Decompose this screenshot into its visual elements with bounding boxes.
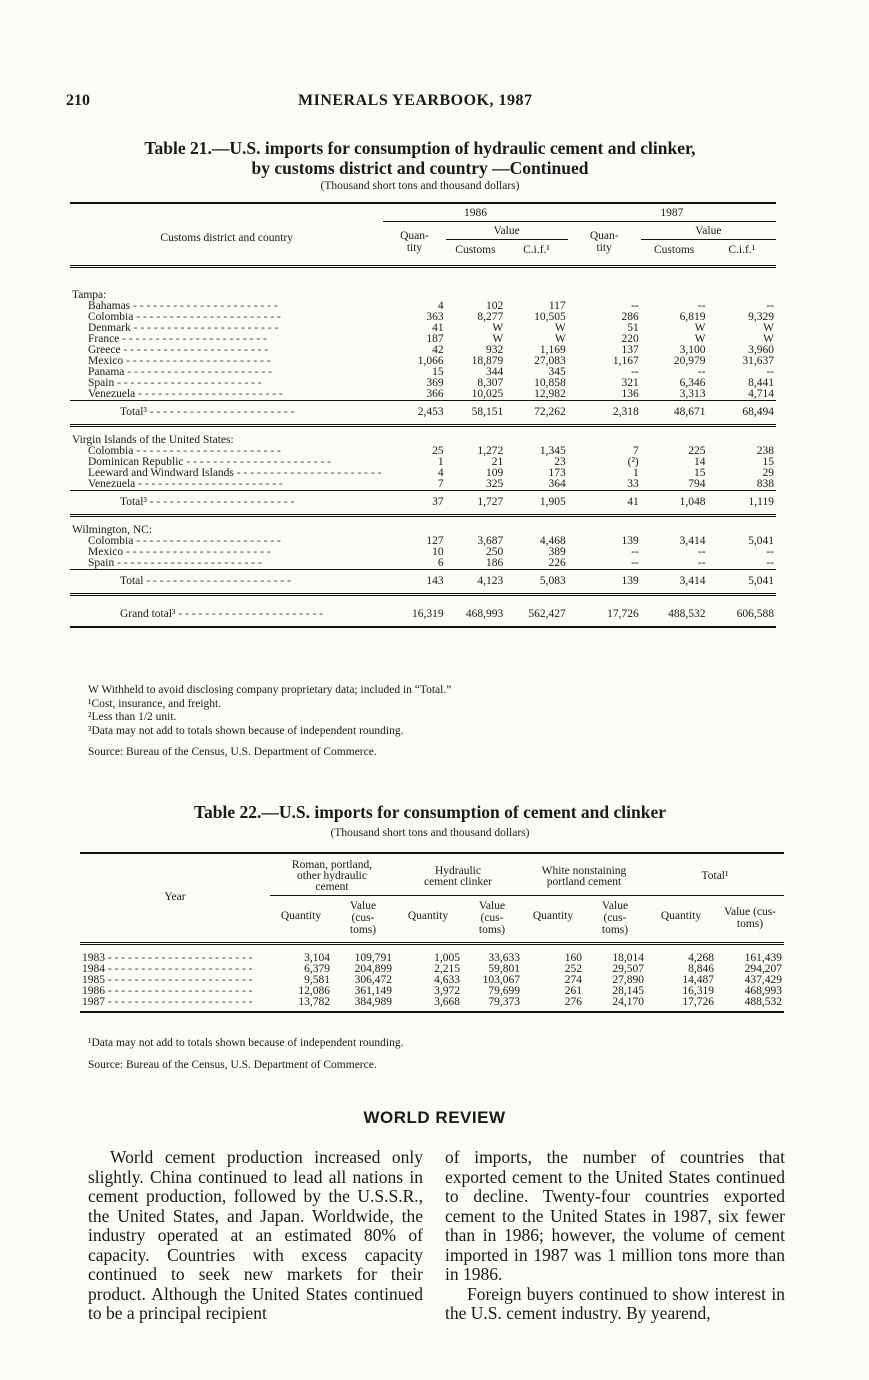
value-cell: 4,268 (688, 952, 714, 964)
value-cell: 29 (762, 467, 774, 479)
table-row (70, 457, 776, 468)
country-cell (70, 356, 383, 367)
value-cell: W (492, 333, 504, 345)
country-name: Denmark (88, 323, 131, 334)
value-customs-header: Value (cus- toms) (462, 896, 522, 944)
value-cell: 238 (756, 445, 774, 457)
value-cell: 8,307 (477, 377, 504, 389)
value-cell: 1,272 (477, 445, 504, 457)
section-heading: WORLD REVIEW (363, 1108, 506, 1127)
value-cell: 24,170 (584, 997, 646, 1012)
value-cell: 4 (437, 300, 444, 312)
value-cell: 137 (621, 344, 639, 356)
value-cell: 14 (694, 456, 706, 468)
value-cell: 79,373 (462, 997, 522, 1012)
quantity-header: Quantity (522, 896, 584, 944)
value-1987-header: Value (641, 222, 776, 240)
value-cell: W (763, 333, 774, 345)
value-cell: 102 (486, 300, 504, 312)
quantity-1987-header: Quan- tity (568, 222, 641, 267)
value-cell: 468,993 (744, 985, 782, 997)
value-cell: 187 (426, 333, 444, 345)
value-cell: 9,581 (304, 974, 330, 986)
value-cell: 3,687 (477, 535, 504, 547)
country-name: France (88, 334, 120, 345)
note-rounding: ³Data may not add to totals shown because of independent rounding. (88, 724, 404, 737)
table21-notes (88, 684, 688, 760)
total-value-cell: 5,083 (505, 570, 567, 595)
grand-total-value-cell: 468,993 (446, 604, 506, 627)
value-cell: 1 (633, 467, 639, 479)
grand-total-label: Grand total³ (120, 609, 176, 620)
table22-notes (88, 1037, 688, 1072)
total-value-cell: 41 (568, 491, 641, 516)
note-rounding-22: ¹Data may not add to totals shown because of independent rounding. (88, 1037, 404, 1049)
value-cell: 8,846 (688, 963, 714, 975)
value-cell: W (694, 333, 706, 345)
value-cell: 27,890 (612, 974, 644, 986)
total-value-cell: 1,048 (641, 491, 708, 516)
total-value-cell: 72,262 (505, 401, 567, 426)
value-cell: 389 (548, 546, 566, 558)
value-cell: 6,819 (679, 311, 706, 323)
value-cell: 1,345 (539, 445, 566, 457)
value-cell: 4,633 (434, 974, 460, 986)
total-label-cell (70, 401, 383, 426)
district-label: Wilmington, NC: (72, 524, 153, 536)
table-row (70, 301, 776, 312)
value-cell: 274 (564, 974, 582, 986)
column-right (445, 1148, 785, 1324)
value-cell: 33 (627, 478, 639, 490)
running-title: MINERALS YEARBOOK, 1987 (298, 92, 533, 109)
value-cell: 10 (432, 546, 444, 558)
country-cell (70, 389, 383, 401)
value-cell: 2,215 (434, 963, 460, 975)
table22-title: Table 22.—U.S. imports for consumption of cement and clinker (193, 802, 667, 822)
grand-total-value-cell: 17,726 (568, 604, 641, 627)
country-cell (70, 367, 383, 378)
country-name: Panama (88, 367, 125, 378)
value-cell: 79,699 (488, 985, 520, 997)
country-cell (70, 334, 383, 345)
value-cell: 136 (621, 388, 639, 400)
value-cell: 9,329 (748, 311, 774, 323)
value-cell: 366 (426, 388, 444, 400)
value-cell: 20,979 (673, 355, 706, 367)
year-1987-header: 1987 (568, 203, 776, 222)
value-cell: (²) (627, 456, 639, 468)
cif-1987-header: C.i.f.¹ (708, 240, 776, 267)
country-cell (70, 468, 383, 479)
table-row (80, 975, 784, 986)
value-cell: -- (697, 300, 706, 312)
table-row (70, 547, 776, 558)
value-cell: 932 (486, 344, 504, 356)
value-cell: 204,899 (354, 963, 392, 975)
value-cell: 345 (548, 366, 566, 378)
customs-1986-header: Customs (446, 240, 506, 267)
value-cell: 51 (627, 322, 639, 334)
value-cell: 18,879 (471, 355, 504, 367)
value-cell: 364 (548, 478, 566, 490)
value-cell: -- (631, 557, 639, 569)
table-row (70, 446, 776, 457)
table21-title (60, 138, 780, 178)
value-cell: 384,989 (332, 997, 394, 1012)
table22-source: Source: Bureau of the Census, U.S. Department of Commerce. (88, 1058, 377, 1071)
table21-title-line1: Table 21.—U.S. imports for consumption of hydraulic cement and clinker, (144, 138, 696, 158)
value-cell: 17,726 (646, 997, 716, 1012)
country-cell (70, 479, 383, 491)
total-value-cell: 2,318 (568, 401, 641, 426)
total-value-cell: 1,905 (505, 491, 567, 516)
table-row (80, 953, 784, 964)
table21-source: Source: Bureau of the Census, U.S. Department of Commerce. (88, 746, 377, 758)
value-cell: 25 (432, 445, 444, 457)
value-cell: 18,014 (612, 952, 644, 964)
value-customs-header: Value (cus- toms) (716, 896, 784, 944)
country-name: Venezuela (88, 389, 136, 400)
total-value-cell: 5,041 (708, 570, 776, 595)
value-cell: 250 (486, 546, 504, 558)
value-cell: 127 (426, 535, 444, 547)
country-cell (70, 457, 383, 468)
value-cell: 4 (437, 467, 444, 479)
total-label: Total (120, 576, 144, 587)
grand-total-value-cell: 606,588 (708, 604, 776, 627)
value-cell: 29,507 (612, 963, 644, 975)
value-cell: 3,960 (748, 344, 774, 356)
value-cell: -- (631, 366, 639, 378)
value-cell: 27,083 (534, 355, 566, 367)
value-cell: 16,319 (682, 985, 714, 997)
value-cell: 3,414 (679, 535, 706, 547)
value-cell: 28,145 (612, 985, 644, 997)
customs-1987-header: Customs (641, 240, 708, 267)
value-cell: 286 (621, 311, 639, 323)
district-label: Tampa: (72, 289, 107, 301)
table-row (70, 389, 776, 401)
value-cell: 1,005 (434, 952, 460, 964)
table-row (80, 997, 784, 1012)
value-cell: W (694, 322, 706, 334)
value-cell: 1,169 (539, 344, 566, 356)
value-cell: W (492, 322, 504, 334)
year-cell (80, 986, 270, 997)
value-cell: 226 (548, 557, 566, 569)
value-cell: 31,637 (742, 355, 774, 367)
value-cell: 173 (548, 467, 566, 479)
table-row (70, 378, 776, 389)
country-name: Mexico (88, 547, 124, 558)
district-row (70, 435, 776, 446)
country-name: Colombia (88, 312, 134, 323)
value-cell: 14,487 (682, 974, 714, 986)
quantity-header: Quantity (394, 896, 462, 944)
value-cell: 306,472 (354, 974, 392, 986)
value-cell: 33,633 (488, 952, 520, 964)
col-header-country: Customs district and country (70, 203, 383, 267)
country-name: Bahamas (88, 301, 131, 312)
grand-total-label-cell (70, 604, 383, 627)
value-customs-header: Value (cus- toms) (584, 896, 646, 944)
total-label: Total³ (120, 407, 147, 418)
table-row (70, 312, 776, 323)
paragraph: World cement production increased only slightly. China continued to lead all nations in cement production, followed by the U.S.S.R., the United States, and Japan. Worldwide, the industry operated at an estimated 80% of capacity. Countries with excess capacity continued to seek new markets for their product. Although the United States continued to be a principal recipient (88, 1147, 423, 1323)
value-cell: 41 (432, 322, 444, 334)
value-cell: -- (631, 546, 639, 558)
value-cell: 344 (486, 366, 504, 378)
district-label: Virgin Islands of the United States: (72, 434, 234, 446)
paragraph: Foreign buyers continued to show interest in the U.S. cement industry. By yearend, (445, 1283, 785, 1323)
total-value-cell: 68,494 (708, 401, 776, 426)
table21-subtitle: (Thousand short tons and thousand dollars) (320, 180, 520, 192)
country-name: Colombia (88, 536, 134, 547)
total-row (70, 570, 776, 595)
total-label-cell (70, 570, 383, 595)
value-cell: -- (697, 546, 706, 558)
value-cell: -- (697, 557, 706, 569)
value-cell: 139 (621, 535, 639, 547)
value-cell: 3,972 (434, 985, 460, 997)
country-name: Mexico (88, 356, 124, 367)
country-cell (70, 323, 383, 334)
table22-body (80, 944, 784, 1013)
country-cell (70, 536, 383, 547)
value-cell: 23 (554, 456, 566, 468)
year-label: 1987 (82, 997, 105, 1008)
white-nonstaining-header: White nonstaining portland cement (522, 853, 646, 896)
value-cell: 59,801 (488, 963, 520, 975)
grand-total-row (70, 604, 776, 627)
year-cell (80, 953, 270, 964)
grand-total-value-cell: 562,427 (505, 604, 567, 627)
country-name: Dominican Republic (88, 457, 184, 468)
year-header: Year (80, 853, 270, 944)
country-cell (70, 378, 383, 389)
value-cell: 117 (548, 300, 566, 312)
country-name: Spain (88, 378, 115, 389)
table21-body (70, 267, 776, 628)
table-row (70, 323, 776, 334)
country-cell (70, 345, 383, 356)
total-label: Total³ (120, 497, 147, 508)
year-cell (80, 997, 270, 1012)
column-left (88, 1148, 423, 1324)
table-row (80, 986, 784, 997)
roman-portland-header: Roman, portland, other hydraulic cement (270, 853, 394, 896)
total-label-cell (70, 491, 383, 516)
value-cell: 42 (432, 344, 444, 356)
cif-1986-header: C.i.f.¹ (505, 240, 567, 267)
value-cell: 10,025 (471, 388, 504, 400)
value-cell: 794 (688, 478, 706, 490)
country-cell (70, 547, 383, 558)
value-cell: 15 (432, 366, 444, 378)
value-cell: 7 (633, 445, 639, 457)
grand-total-value-cell: 16,319 (383, 604, 445, 627)
value-cell: 3,104 (304, 952, 330, 964)
value-cell: 10,505 (534, 311, 566, 323)
value-cell: -- (766, 557, 774, 569)
value-cell: 3,100 (679, 344, 706, 356)
table-row (70, 536, 776, 547)
total-value-cell: 3,414 (641, 570, 708, 595)
value-cell: -- (697, 366, 706, 378)
value-cell: -- (631, 300, 639, 312)
country-cell (70, 312, 383, 323)
country-cell (70, 446, 383, 457)
value-cell: 325 (486, 478, 504, 490)
value-cell: 12,982 (534, 388, 566, 400)
value-cell: 261 (564, 985, 582, 997)
value-customs-header: Value (cus- toms) (332, 896, 394, 944)
value-cell: 109,791 (354, 952, 392, 964)
value-cell: 5,041 (748, 535, 774, 547)
district-row (70, 525, 776, 536)
value-cell: 15 (762, 456, 774, 468)
value-cell: -- (766, 546, 774, 558)
year-label: 1984 (82, 964, 105, 975)
total-value-cell: 48,671 (641, 401, 708, 426)
year-1986-header: 1986 (383, 203, 567, 222)
table-row (70, 367, 776, 378)
country-name: Spain (88, 558, 115, 569)
hydraulic-clinker-header: Hydraulic cement clinker (394, 853, 522, 896)
value-cell: 321 (621, 377, 639, 389)
table-row (70, 356, 776, 367)
year-label: 1983 (82, 953, 105, 964)
table22 (80, 852, 784, 1013)
value-cell: W (554, 333, 566, 345)
page-number: 210 (66, 92, 90, 109)
quantity-1986-header: Quan- tity (383, 222, 445, 267)
total-header: Total¹ (646, 853, 784, 896)
value-cell: 225 (688, 445, 706, 457)
value-cell: 6 (437, 557, 444, 569)
value-cell: -- (766, 366, 774, 378)
value-cell: 488,532 (716, 997, 784, 1012)
country-name: Venezuela (88, 479, 136, 490)
value-cell: 160 (564, 952, 582, 964)
value-cell: W (554, 322, 566, 334)
value-cell: 363 (426, 311, 444, 323)
total-value-cell: 139 (568, 570, 641, 595)
value-cell: 294,207 (744, 963, 782, 975)
country-name: Greece (88, 345, 121, 356)
value-cell: 6,346 (679, 377, 706, 389)
table-row (70, 558, 776, 570)
district-row (70, 290, 776, 301)
value-cell: 1 (437, 456, 444, 468)
table-row (70, 479, 776, 491)
total-value-cell: 1,727 (446, 491, 506, 516)
note-less-than-half: ²Less than 1/2 unit. (88, 711, 177, 723)
note-cif: ¹Cost, insurance, and freight. (88, 697, 222, 710)
value-cell: 8,277 (477, 311, 504, 323)
value-cell: 7 (437, 478, 444, 490)
value-cell: 12,086 (298, 985, 330, 997)
quantity-header: Quantity (646, 896, 716, 944)
note-withheld: W Withheld to avoid disclosing company proprietary data; included in “Total.” (88, 684, 452, 696)
value-cell: 3,668 (394, 997, 462, 1012)
paragraph: of imports, the number of countries that exported cement to the United States continued to decline. Twenty-four countries exported cement to the United States in 1987, six fewer than in 1986; however, the volume of cement imported in 1987 was 1 million tons more than in 1986. (445, 1147, 785, 1284)
table21-title-line2: by customs district and country —Continued (251, 158, 589, 178)
value-cell: 369 (426, 377, 444, 389)
value-cell: 252 (564, 963, 582, 975)
total-row (70, 491, 776, 516)
value-cell: 838 (756, 478, 774, 490)
value-cell: 1,066 (417, 355, 444, 367)
year-cell (80, 964, 270, 975)
value-cell: W (763, 322, 774, 334)
table-row (80, 964, 784, 975)
value-cell: 220 (621, 333, 639, 345)
year-cell (80, 975, 270, 986)
total-value-cell: 4,123 (446, 570, 506, 595)
total-value-cell: 37 (383, 491, 445, 516)
table21 (70, 202, 776, 628)
value-cell: 10,858 (534, 377, 566, 389)
value-cell: 361,149 (354, 985, 392, 997)
country-name: Leeward and Windward Islands (88, 468, 234, 479)
value-cell: -- (766, 300, 774, 312)
quantity-header: Quantity (270, 896, 332, 944)
value-cell: 6,379 (304, 963, 330, 975)
value-cell: 103,067 (482, 974, 520, 986)
country-cell (70, 558, 383, 570)
value-cell: 1,167 (612, 355, 639, 367)
value-cell: 276 (522, 997, 584, 1012)
value-cell: 4,468 (539, 535, 566, 547)
table-row (70, 334, 776, 345)
year-label: 1986 (82, 986, 105, 997)
value-cell: 161,439 (744, 952, 782, 964)
table22-subtitle: (Thousand short tons and thousand dollars) (330, 827, 530, 839)
value-cell: 109 (486, 467, 504, 479)
value-cell: 186 (486, 557, 504, 569)
total-value-cell: 143 (383, 570, 445, 595)
country-cell (70, 301, 383, 312)
value-cell: 13,782 (270, 997, 332, 1012)
total-value-cell: 58,151 (446, 401, 506, 426)
value-cell: 15 (694, 467, 706, 479)
value-cell: 8,441 (748, 377, 774, 389)
total-value-cell: 1,119 (708, 491, 776, 516)
year-label: 1985 (82, 975, 105, 986)
value-cell: 437,429 (744, 974, 782, 986)
total-value-cell: 2,453 (383, 401, 445, 426)
value-cell: 3,313 (679, 388, 706, 400)
grand-total-value-cell: 488,532 (641, 604, 708, 627)
value-1986-header: Value (446, 222, 568, 240)
value-cell: 4,714 (748, 388, 774, 400)
table-row (70, 468, 776, 479)
total-row (70, 401, 776, 426)
country-name: Colombia (88, 446, 134, 457)
value-cell: 21 (491, 456, 504, 468)
